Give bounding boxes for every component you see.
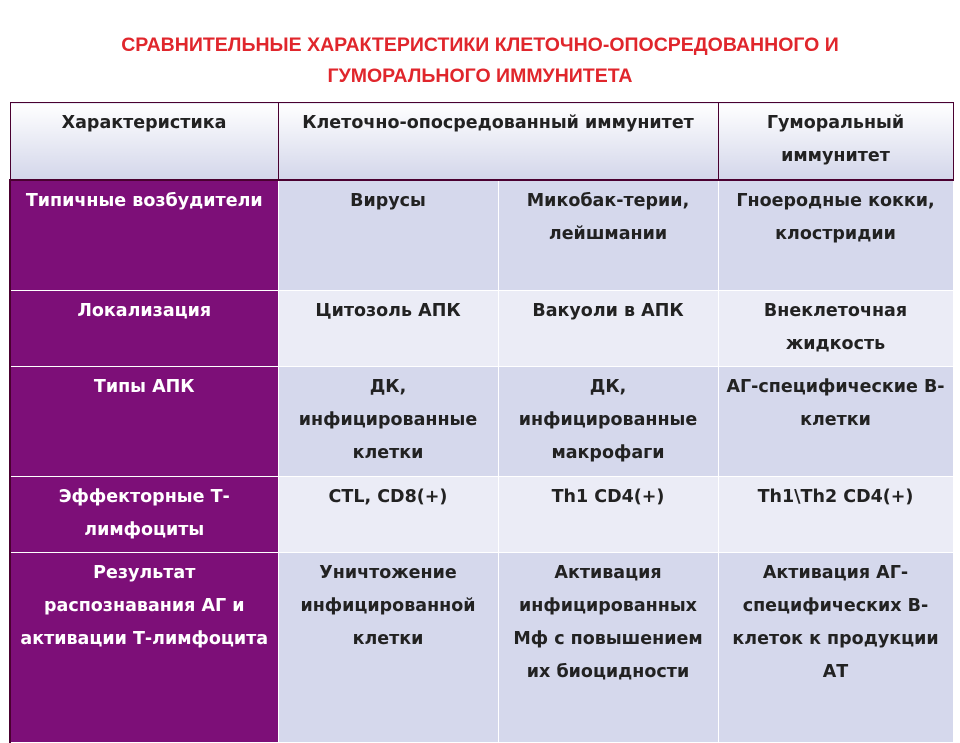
header-characteristic: Характеристика — [10, 103, 278, 180]
row-label: Эффекторные Т-лимфоциты — [10, 477, 278, 553]
table-row — [10, 367, 953, 477]
cell-cell-mediated-2: Активация инфицированных Мф с повышением их биоцидности — [498, 553, 718, 743]
row-label: Типичные возбудители — [10, 180, 278, 291]
cell-humoral: Th1\Th2 CD4(+) — [718, 477, 953, 553]
cell-cell-mediated-1: Уничтожение инфицированной клетки — [278, 553, 498, 743]
table-header-row — [10, 103, 953, 180]
header-humoral: Гуморальный иммунитет — [718, 103, 953, 180]
cell-cell-mediated-1: Цитозоль АПК — [278, 291, 498, 367]
table-row — [10, 477, 953, 553]
row-label: Локализация — [10, 291, 278, 367]
title-line-1: СРАВНИТЕЛЬНЫЕ ХАРАКТЕРИСТИКИ КЛЕТОЧНО-ОПОСРЕДОВАННОГО И — [121, 34, 839, 56]
cell-cell-mediated-2: ДК, инфицированные макрофаги — [498, 367, 718, 477]
table-row — [10, 553, 953, 743]
cell-humoral: АГ-специфические В-клетки — [718, 367, 953, 477]
title-line-2: ГУМОРАЛЬНОГО ИММУНИТЕТА — [327, 65, 633, 87]
cell-cell-mediated-1: CTL, CD8(+) — [278, 477, 498, 553]
table-row — [10, 180, 953, 291]
slide-title — [0, 30, 960, 92]
header-cell-mediated: Клеточно-опосредованный иммунитет — [278, 103, 718, 180]
cell-cell-mediated-2: Микобак-терии, лейшмании — [498, 180, 718, 291]
cell-cell-mediated-1: Вирусы — [278, 180, 498, 291]
cell-humoral: Активация АГ-специфических В-клеток к продукции АТ — [718, 553, 953, 743]
cell-cell-mediated-2: Th1 CD4(+) — [498, 477, 718, 553]
table-row — [10, 291, 953, 367]
cell-cell-mediated-1: ДК, инфицированные клетки — [278, 367, 498, 477]
comparison-table — [9, 102, 954, 743]
row-label: Типы АПК — [10, 367, 278, 477]
cell-humoral: Внеклеточная жидкость — [718, 291, 953, 367]
row-label: Результат распознавания АГ и активации Т-лимфоцита — [10, 553, 278, 743]
cell-cell-mediated-2: Вакуоли в АПК — [498, 291, 718, 367]
cell-humoral: Гноеродные кокки, клостридии — [718, 180, 953, 291]
